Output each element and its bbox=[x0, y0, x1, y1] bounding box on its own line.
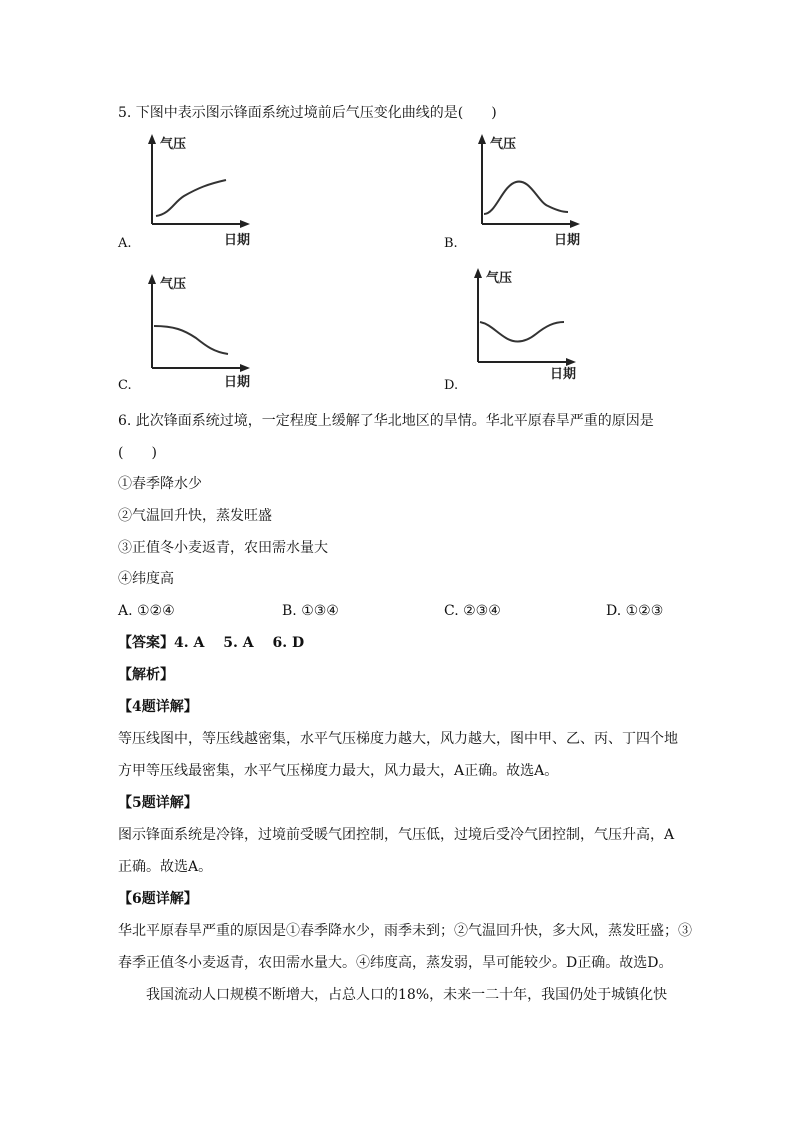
section-4-line-2: 方甲等压线最密集，水平气压梯度力最大，风力最大，A正确。故选A。 bbox=[118, 763, 559, 779]
x-axis-label: 日期 bbox=[224, 233, 251, 248]
y-axis-label: 气压 bbox=[160, 277, 187, 292]
option-b-label: B. bbox=[444, 236, 458, 251]
section-6-line-2: 春季正值冬小麦返青，农田需水量大。④纬度高，蒸发弱，旱可能较少。D正确。故选D。 bbox=[118, 955, 673, 971]
x-axis-label: 日期 bbox=[550, 367, 577, 382]
choice-a: A. ①②④ bbox=[118, 603, 175, 619]
option-a-graph bbox=[140, 132, 250, 252]
section-6-line-1: 华北平原春旱严重的原因是①春季降水少，雨季未到；②气温回升快，多大风，蒸发旺盛；③ bbox=[118, 923, 692, 939]
choice-d: D. ①②③ bbox=[606, 603, 664, 619]
y-axis-label: 气压 bbox=[490, 137, 517, 152]
choice-c: C. ②③④ bbox=[444, 603, 501, 619]
option-a-label: A. bbox=[118, 236, 132, 251]
option-b-graph bbox=[470, 132, 580, 252]
pressure-curve-trough bbox=[480, 322, 564, 341]
question-6-stem: 6. 此次锋面系统过境，一定程度上缓解了华北地区的旱情。华北平原春旱严重的原因是 bbox=[118, 413, 654, 429]
answer-line: 【答案】4. A 5. A 6. D bbox=[118, 635, 305, 651]
choice-b: B. ①③④ bbox=[282, 603, 339, 619]
section-5-heading: 【5题详解】 bbox=[118, 795, 198, 811]
option-c-label: C. bbox=[118, 378, 132, 393]
pressure-curve-rise bbox=[156, 180, 226, 216]
analysis-heading: 【解析】 bbox=[118, 667, 174, 683]
question-5-stem: 5. 下图中表示图示锋面系统过境前后气压变化曲线的是( ) bbox=[118, 105, 497, 121]
item-2: ②气温回升快，蒸发旺盛 bbox=[118, 508, 272, 524]
option-c-graph bbox=[140, 272, 250, 392]
option-d-label: D. bbox=[444, 378, 459, 393]
item-3: ③正值冬小麦返青，农田需水量大 bbox=[118, 540, 328, 556]
next-paragraph: 我国流动人口规模不断增大，占总人口的18%，未来一二十年，我国仍处于城镇化快 bbox=[146, 987, 668, 1003]
section-5-line-2: 正确。故选A。 bbox=[118, 859, 213, 875]
section-4-line-1: 等压线图中，等压线越密集，水平气压梯度力越大，风力越大，图中甲、乙、丙、丁四个地 bbox=[118, 731, 678, 747]
section-5-line-1: 图示锋面系统是冷锋，过境前受暖气团控制，气压低，过境后受冷气团控制，气压升高，A bbox=[118, 827, 675, 843]
y-axis-label: 气压 bbox=[486, 271, 513, 286]
option-d-graph bbox=[466, 266, 576, 386]
question-6-paren: ( ) bbox=[118, 445, 157, 461]
y-axis-label: 气压 bbox=[160, 137, 187, 152]
item-1: ①春季降水少 bbox=[118, 476, 202, 492]
item-4: ④纬度高 bbox=[118, 571, 174, 587]
pressure-curve-peak bbox=[484, 182, 568, 214]
section-6-heading: 【6题详解】 bbox=[118, 891, 198, 907]
section-4-heading: 【4题详解】 bbox=[118, 699, 198, 715]
x-axis-label: 日期 bbox=[224, 375, 251, 390]
x-axis-label: 日期 bbox=[554, 233, 581, 248]
pressure-curve-fall bbox=[154, 326, 228, 354]
